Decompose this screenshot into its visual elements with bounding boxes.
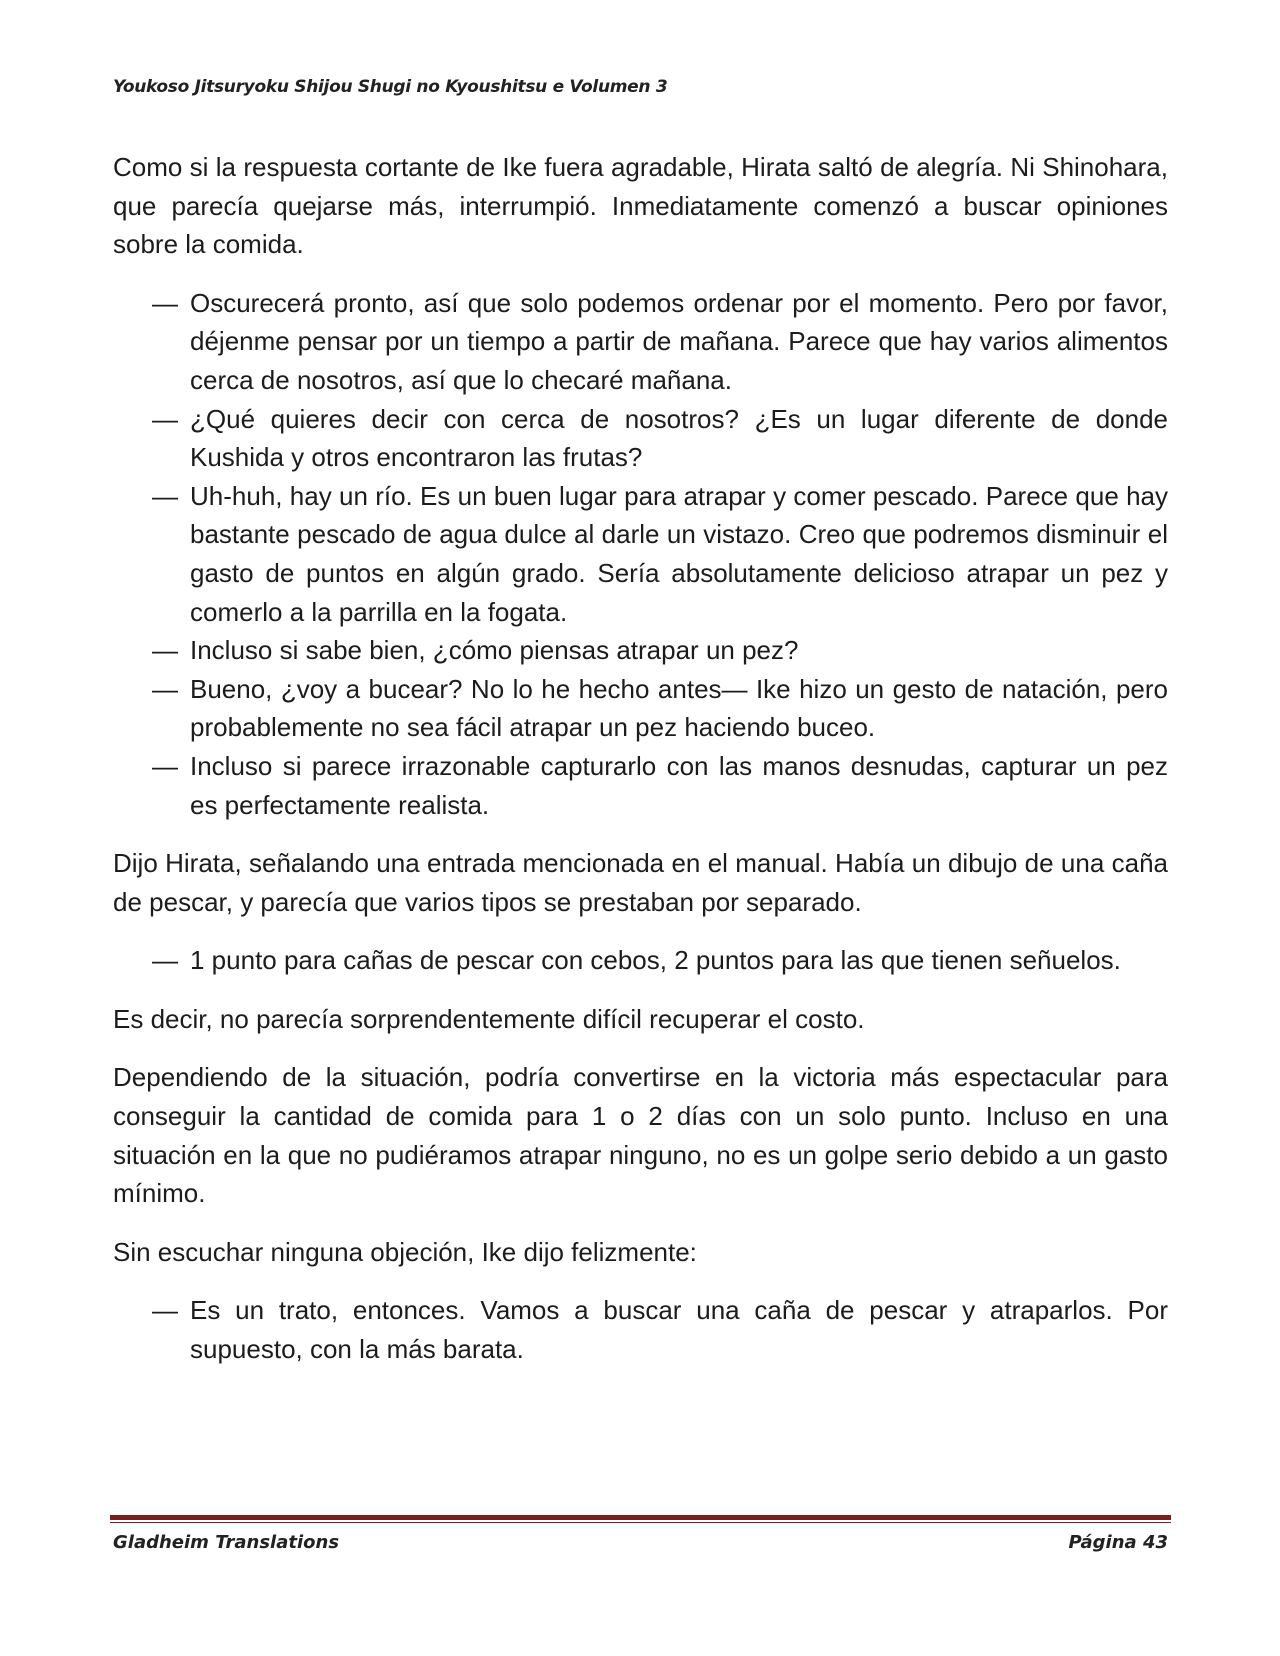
footer-row — [110, 1532, 1171, 1553]
dialogue-dash: — — [152, 635, 178, 666]
dialogue-dash: — — [152, 403, 178, 434]
footer-rule-thin — [110, 1522, 1171, 1523]
dialogue-block-1 — [113, 284, 1168, 824]
dialogue-text: Uh-huh, hay un río. Es un buen lugar para atrapar y comer pescado. Parece que hay bastante pescado de agua dulce al darle un vistazo. Creo que podremos disminuir el gasto de puntos en algún grado. Sería absolutamente delicioso atrapar un pez y comerlo a la parrilla en la fogata. — [190, 480, 1168, 627]
dialogue-dash: — — [152, 750, 178, 781]
dialogue-dash: — — [152, 287, 178, 318]
dialogue-text: Incluso si sabe bien, ¿cómo piensas atrapar un pez? — [190, 635, 799, 666]
dialogue-text: ¿Qué quieres decir con cerca de nosotros? ¿Es un lugar diferente de donde Kushida y otros encontraron las frutas? — [190, 403, 1168, 473]
body-text — [113, 148, 1168, 1389]
paragraph-5: Sin escuchar ninguna objeción, Ike dijo felizmente: — [113, 1236, 697, 1267]
dialogue-dash: — — [152, 1295, 178, 1326]
dialogue-text: Incluso si parece irrazonable capturarlo con las manos desnudas, capturar un pez es perfectamente realista. — [190, 750, 1168, 820]
dialogue-block-3 — [113, 1291, 1168, 1368]
dialogue-line — [152, 400, 1168, 477]
dialogue-line — [152, 747, 1168, 824]
dialogue-text: 1 punto para cañas de pescar con cebos, 2 puntos para las que tienen señuelos. — [190, 945, 1121, 976]
footer-rule-thick — [110, 1515, 1171, 1520]
paragraph-3: Es decir, no parecía sorprendentemente difícil recuperar el costo. — [113, 1003, 865, 1034]
dialogue-text: Oscurecerá pronto, así que solo podemos ordenar por el momento. Pero por favor, déjenme pensar por un tiempo a partir de mañana. Parece que hay varios alimentos cerca de nosotros, así que lo checaré mañana. — [190, 287, 1168, 395]
document-page — [113, 0, 1168, 1656]
dialogue-dash: — — [152, 480, 178, 511]
paragraph-4: Dependiendo de la situación, podría convertirse en la victoria más espectacular para conseguir la cantidad de comida para 1 o 2 días con un solo punto. Incluso en una situación en la que no pudiéramos atrapar ninguno, no es un golpe serio debido a un gasto mínimo. — [113, 1062, 1168, 1209]
page-number: Página 43 — [1068, 1532, 1168, 1553]
dialogue-dash: — — [152, 945, 178, 976]
dialogue-dash: — — [152, 673, 178, 704]
dialogue-line — [152, 1291, 1168, 1368]
dialogue-line — [152, 631, 1168, 670]
dialogue-block-2 — [113, 941, 1168, 980]
footer-credit: Gladheim Translations — [113, 1532, 340, 1553]
paragraph-1: Como si la respuesta cortante de Ike fuera agradable, Hirata saltó de alegría. Ni Shinohara, que parecía quejarse más, interrumpió. Inmediatamente comenzó a buscar opiniones sobre la comida. — [113, 152, 1168, 260]
dialogue-text: Es un trato, entonces. Vamos a buscar una caña de pescar y atraparlos. Por supuesto, con la más barata. — [190, 1295, 1168, 1365]
dialogue-line — [152, 284, 1168, 400]
running-header: Youkoso Jitsuryoku Shijou Shugi no Kyoushitsu e Volumen 3 — [113, 77, 668, 97]
dialogue-text: Bueno, ¿voy a bucear? No lo he hecho antes— Ike hizo un gesto de natación, pero probablemente no sea fácil atrapar un pez haciendo buceo. — [190, 673, 1168, 743]
dialogue-line — [152, 670, 1168, 747]
dialogue-line — [152, 477, 1168, 631]
page-footer — [110, 1515, 1171, 1553]
dialogue-line — [152, 941, 1168, 980]
paragraph-2: Dijo Hirata, señalando una entrada mencionada en el manual. Había un dibujo de una caña de pescar, y parecía que varios tipos se prestaban por separado. — [113, 848, 1168, 917]
